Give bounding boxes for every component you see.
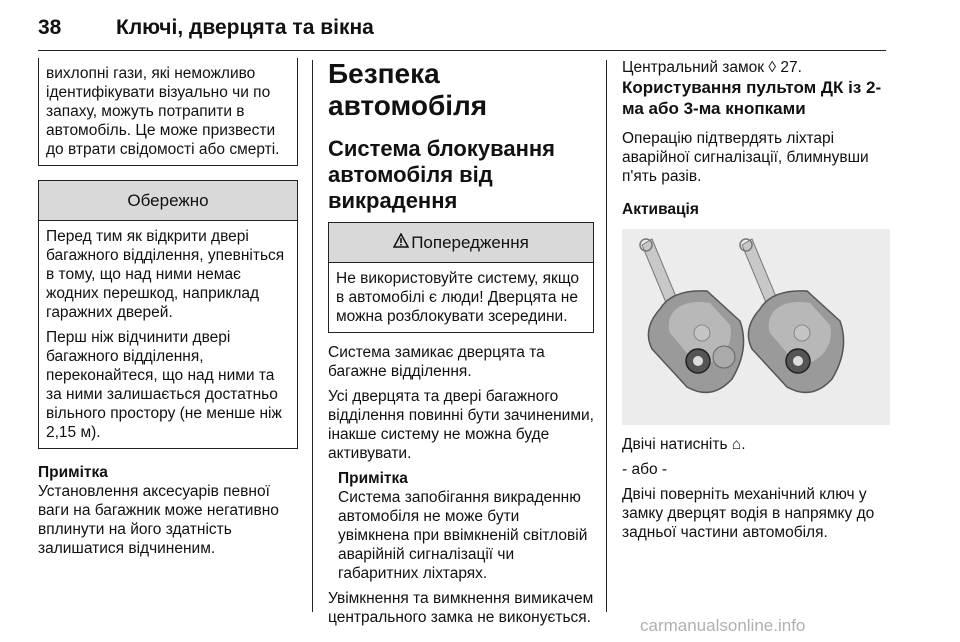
- subsection-title: Система блокування автомобіля від викрадення: [328, 136, 555, 213]
- paragraph-system: Система замикає дверцята та багажне відділення.: [328, 344, 545, 380]
- warning-header: [329, 223, 593, 263]
- paragraph-central-lock: Увімкнення та вимкнення вимикачем центрального замка не виконується.: [328, 590, 594, 626]
- column-right: [622, 58, 890, 542]
- paragraph-doors: Усі дверцята та двері багажного відділення повинні бути зачиненими, інакше систему не можна буде активувати.: [328, 388, 594, 462]
- column-middle: [328, 58, 594, 627]
- danger-text: вихлопні гази, які неможливо ідентифікувати візуально чи по запаху, можуть потрапити в автомобіль. Це може призвести до втрати свідомості або смерті.: [46, 65, 280, 158]
- note-title: Примітка: [38, 464, 108, 481]
- note-text: Установлення аксесуарів певної ваги на багажник може негативно вплинути на його здатність залишатися відчиненим.: [38, 483, 279, 557]
- note-text-2: Система запобігання викраденню автомобіля не може бути увімкнена при ввімкненій світловій аварійній сигналізації чи габаритних ліхтарях.: [338, 489, 588, 582]
- warning-title: Попередження: [411, 233, 529, 252]
- caution-title: Обережно: [39, 181, 297, 221]
- warning-triangle-icon: [393, 233, 409, 252]
- warning-box: [328, 222, 594, 333]
- note-title-2: Примітка: [338, 470, 408, 487]
- column-divider-2: [606, 60, 607, 612]
- paragraph-confirm: Операцію підтвердять ліхтарі аварійної сигналізації, блимнувши п'ять разів.: [622, 130, 869, 185]
- caution-box: [38, 180, 298, 449]
- paragraph-press-twice: Двічі натисніть ⌂.: [622, 436, 746, 453]
- warning-text: Не використовуйте систему, якщо в автомобілі є люди! Дверцята не можна розблокувати зсередини.: [336, 270, 580, 325]
- cross-reference: Центральний замок ◊ 27.: [622, 59, 802, 76]
- remote-section-title: Користування пультом ДК із 2-ма або 3-ма кнопками: [622, 78, 882, 118]
- section-title: Безпека автомобіля: [328, 58, 488, 121]
- activation-title: Активація: [622, 201, 699, 218]
- note-block: [328, 469, 594, 583]
- page-header: [38, 6, 886, 51]
- column-left: [38, 58, 298, 558]
- chapter-title: Ключі, дверцята та вікна: [116, 16, 374, 39]
- paragraph-turn-key: Двічі поверніть механічний ключ у замку дверцят водія в напрямку до задньої частини автомобіля.: [622, 486, 875, 541]
- page-number: 38: [38, 16, 62, 39]
- watermark-text: carmanualsonline.info: [640, 616, 806, 635]
- column-divider-1: [312, 60, 313, 612]
- remote-keys-illustration: [622, 229, 890, 425]
- caution-paragraph-2: Перш ніж відчинити двері багажного відділення, переконайтеся, що над ними та за ними залишається достатньо вільного простору (не менше ніж 2,15 м).: [46, 329, 282, 441]
- paragraph-or: - або -: [622, 461, 668, 478]
- danger-box-continued: [38, 58, 298, 166]
- caution-paragraph-1: Перед тим як відкрити двері багажного відділення, упевніться в тому, що над ними немає жодних перешкод, наприклад гаражних дверей.: [46, 228, 285, 321]
